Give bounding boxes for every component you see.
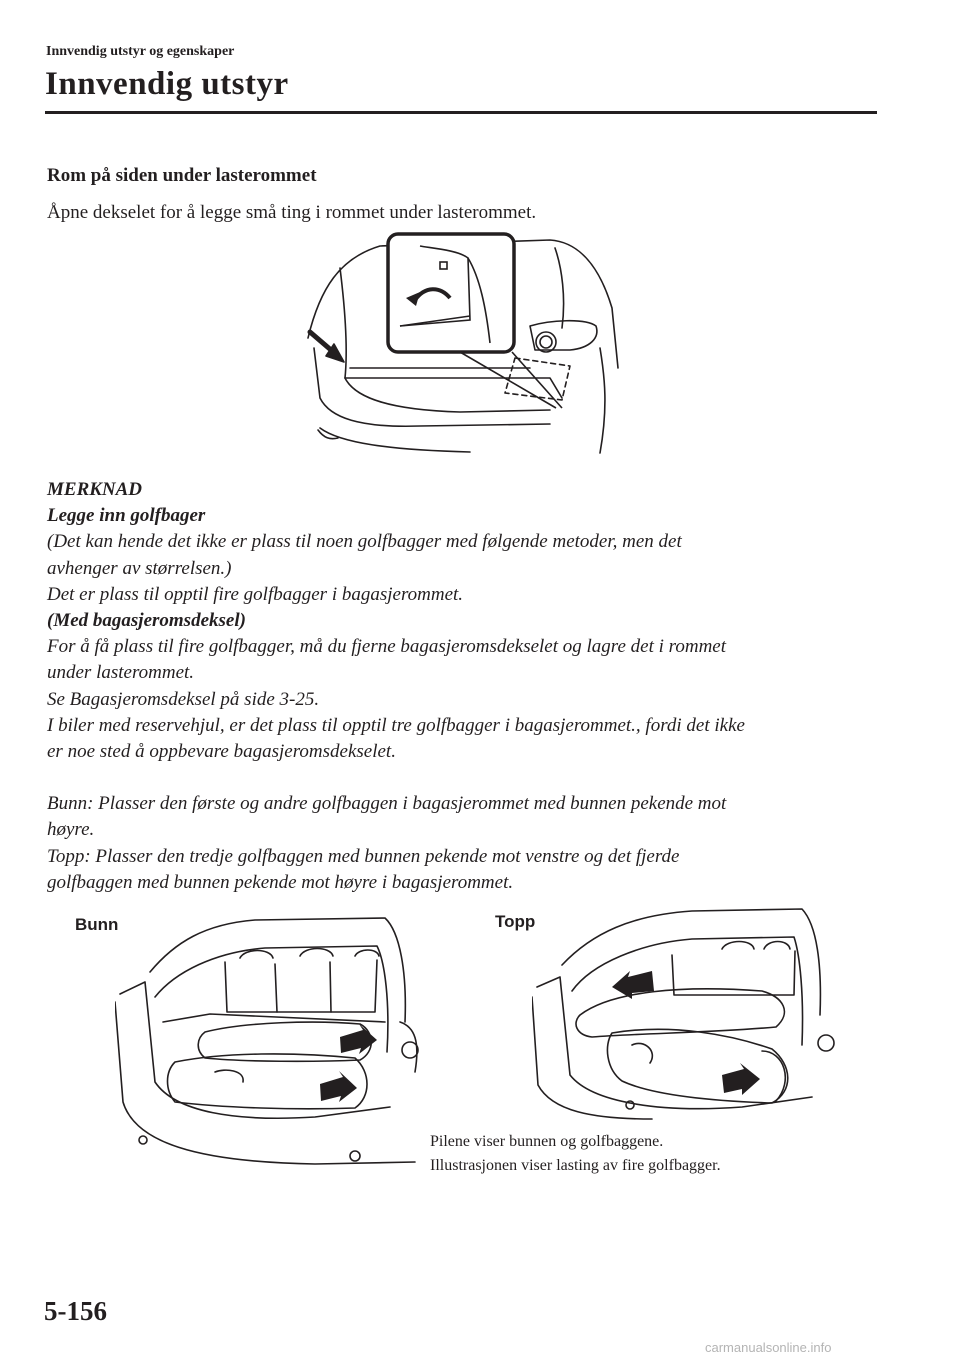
note-title: Legge inn golfbager xyxy=(47,505,206,527)
caption-line-2: Illustrasjonen viser lasting av fire golfbagger. xyxy=(430,1157,721,1174)
note-line: høyre. xyxy=(47,819,95,841)
intro-paragraph: Åpne dekselet for å legge små ting i rommet under lasterommet. xyxy=(47,202,537,223)
golfbags-bottom-layer-illustration xyxy=(115,912,425,1174)
note-line: golfbaggen med bunnen pekende mot høyre i bagasjerommet. xyxy=(47,871,514,893)
note-line: Det er plass til opptil fire golfbagger i bagasjerommet. xyxy=(47,583,464,605)
section-title: Innvendig utstyr xyxy=(45,66,289,102)
note-line: I biler med reservehjul, er det plass til opptil tre golfbagger i bagasjerommet., fordi det ikke xyxy=(47,714,745,736)
note-line: avhenger av størrelsen.) xyxy=(47,557,232,579)
page-number: 5-156 xyxy=(44,1296,107,1326)
note-line: Bunn: Plasser den første og andre golfbaggen i bagasjerommet med bunnen pekende mot xyxy=(47,793,727,815)
note-line: under lasterommet. xyxy=(47,662,195,684)
note-spacer xyxy=(47,765,877,791)
subheading: Rom på siden under lasterommet xyxy=(47,165,317,186)
note-line: er noe sted å oppbevare bagasjeromsdekselet. xyxy=(47,741,396,763)
caption-line-1: Pilene viser bunnen og golfbaggene. xyxy=(430,1133,664,1150)
header-rule xyxy=(45,111,877,114)
cargo-side-compartment-illustration xyxy=(300,228,630,460)
chapter-title: Innvendig utstyr og egenskaper xyxy=(46,44,235,59)
note-label: MERKNAD xyxy=(47,479,143,500)
note-subtitle: (Med bagasjeromsdeksel) xyxy=(47,610,246,632)
note-line: For å få plass til fire golfbagger, må du fjerne bagasjeromsdekselet og lagre det i rommet xyxy=(47,636,727,658)
watermark: carmanualsonline.info xyxy=(705,1340,832,1355)
note-block xyxy=(47,477,877,896)
figure-caption xyxy=(430,1130,721,1178)
golfbags-top-layer-illustration xyxy=(532,905,842,1125)
topp-label: Topp xyxy=(495,912,536,931)
note-line: Se Bagasjeromsdeksel på side 3-25. xyxy=(47,688,320,710)
bunn-label: Bunn xyxy=(75,915,119,934)
note-line: Topp: Plasser den tredje golfbaggen med bunnen pekende mot venstre og det fjerde xyxy=(47,845,680,867)
note-line: (Det kan hende det ikke er plass til noen golfbagger med følgende metoder, men det xyxy=(47,531,682,553)
